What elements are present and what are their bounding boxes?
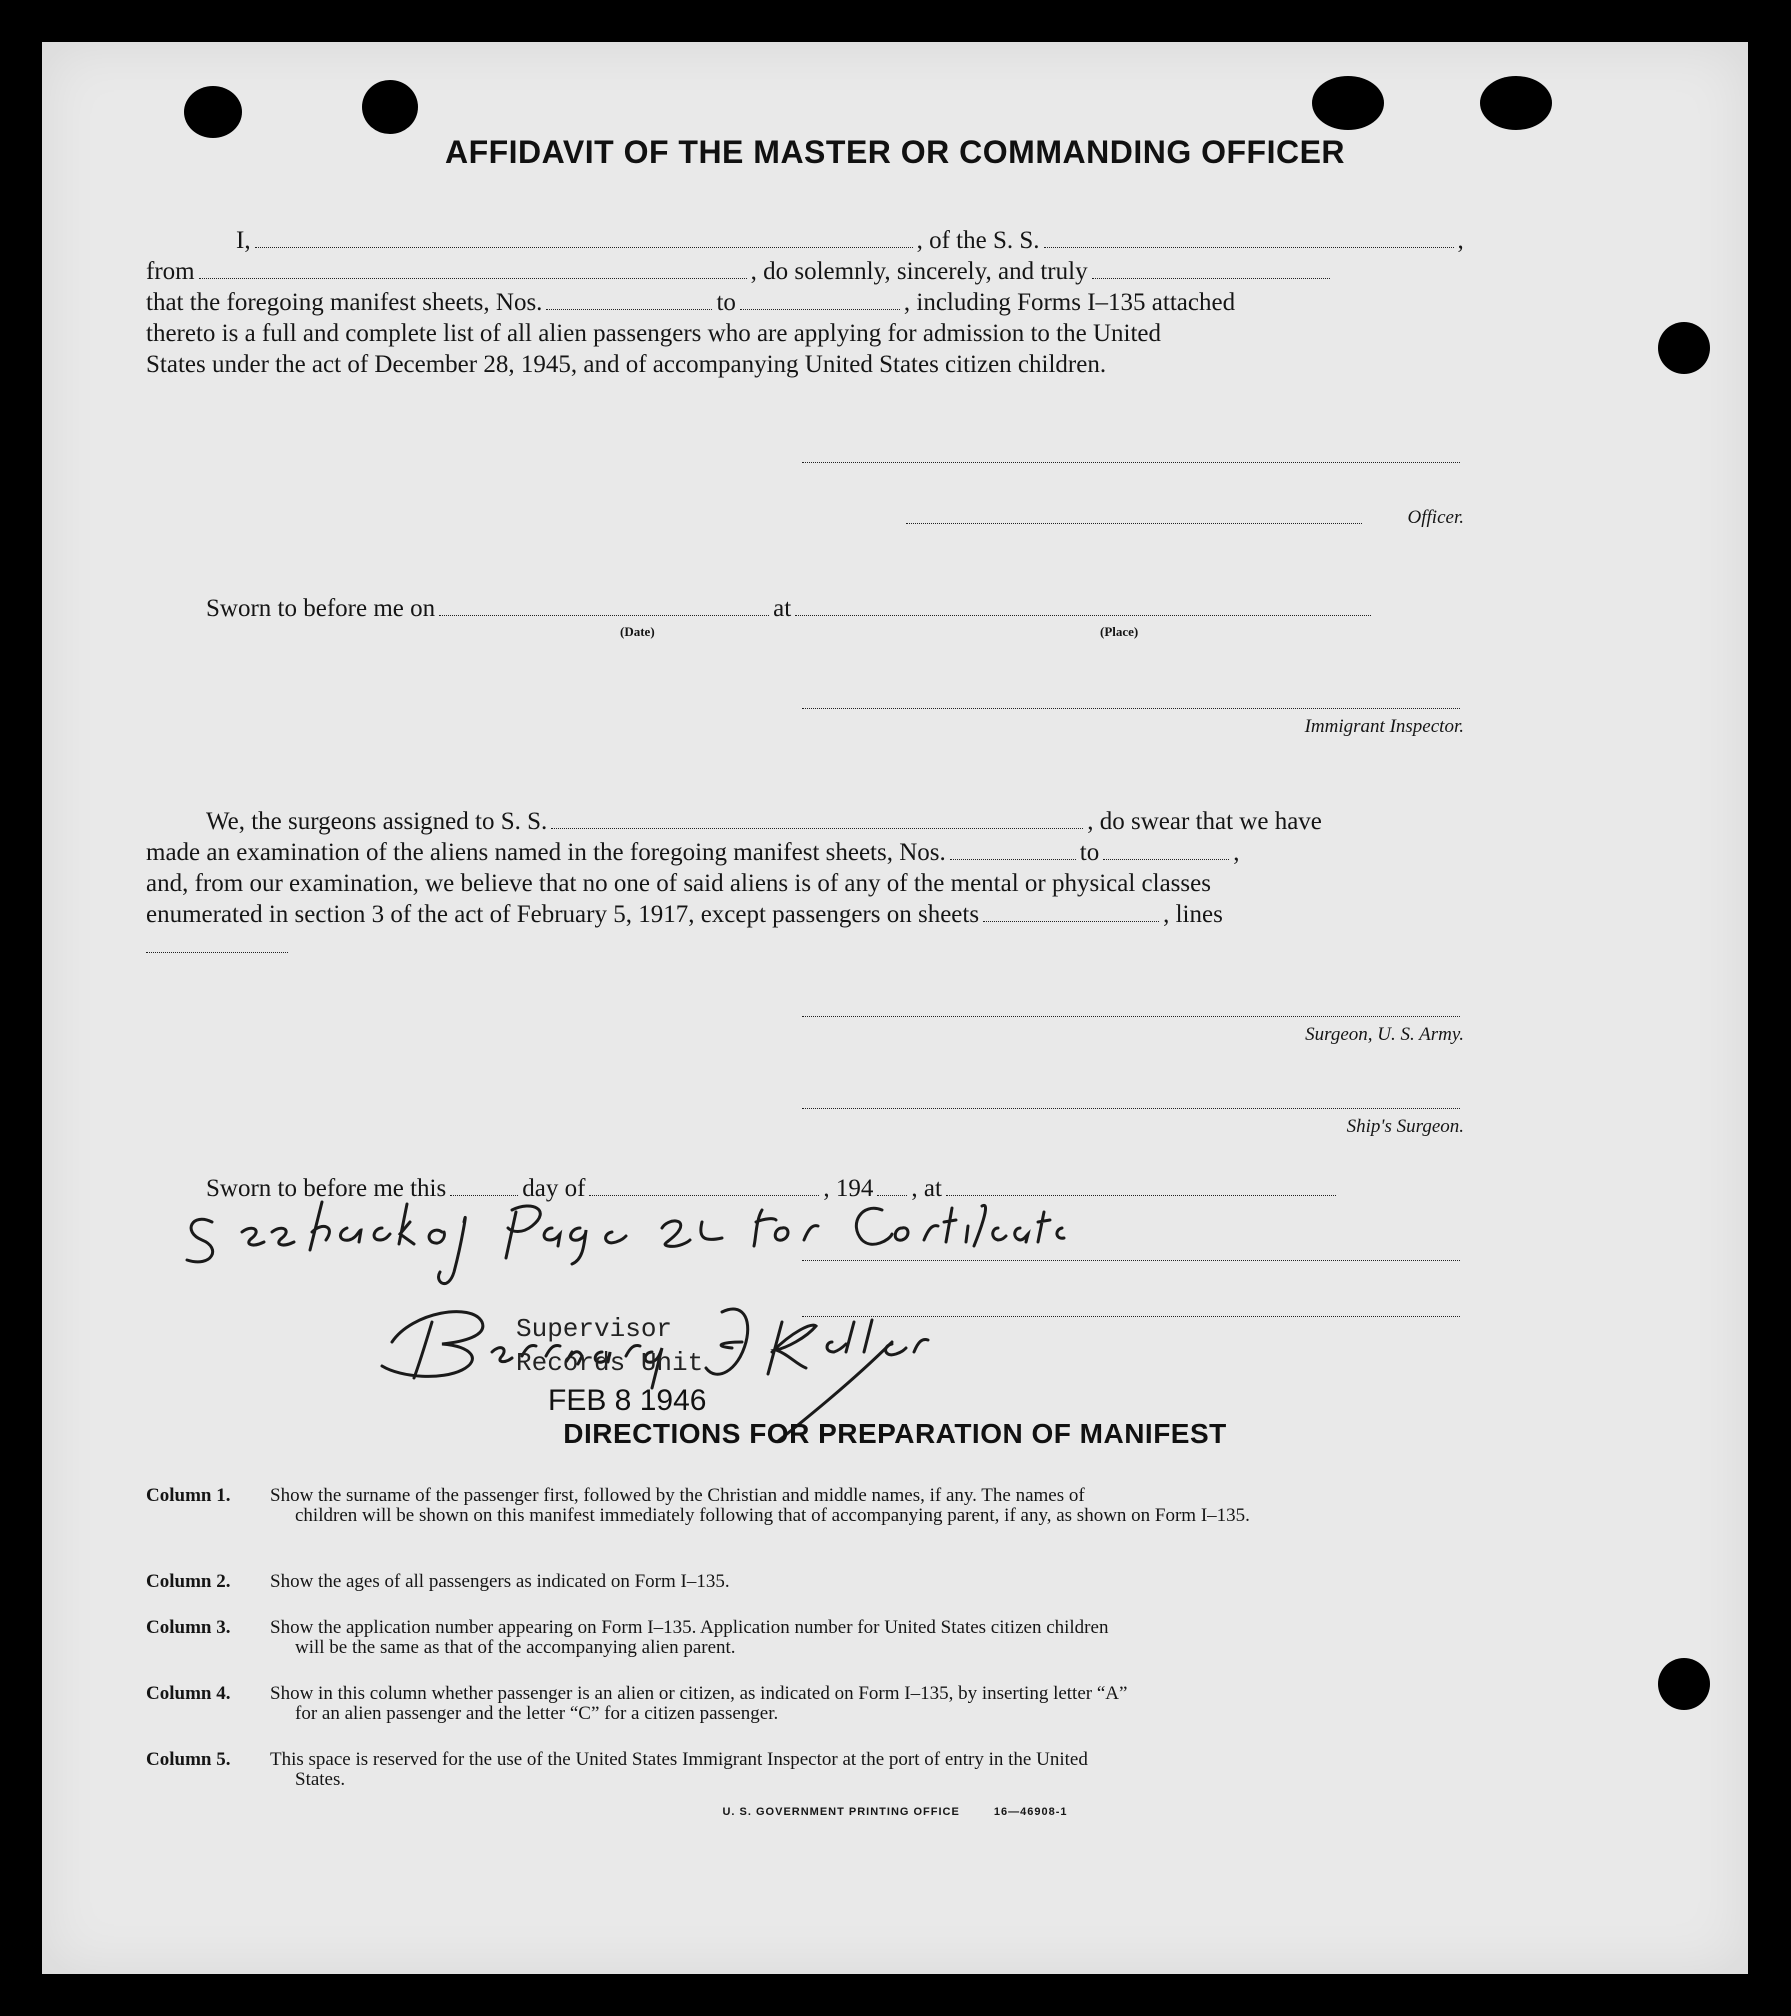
printing-office-footer: U. S. GOVERNMENT PRINTING OFFICE 16—46908-1 (722, 1806, 1068, 1818)
master-name-field[interactable] (255, 227, 913, 248)
exception-sheets-field[interactable] (983, 901, 1159, 922)
affidavit-line-1: I, , of the S. S. , (236, 227, 1464, 254)
surgeon-line-4: enumerated in section 3 of the act of February 5, 1917, except passengers on sheets , lines (146, 901, 1223, 928)
ship-surgeon-signature-line[interactable] (802, 1108, 1460, 1109)
inspector-signature-line[interactable] (802, 708, 1460, 709)
ship-name-field[interactable] (1044, 227, 1454, 248)
surgeon-sworn-line: Sworn to before me this day of , 194 , at (146, 1174, 1460, 1204)
officer-label: Officer. (1407, 507, 1464, 528)
direction-item: Column 1. Show the surname of the passenger first, followed by the Christian and middle names, if any. The names of children will be shown on this manifest immediately following that of accompanying parent, if any, as shown on Form I–135. (146, 1485, 1250, 1526)
surgeon-line-3: and, from our examination, we believe that no one of said aliens is of any of the mental or physical classes (146, 870, 1211, 897)
surgeon-line-1: We, the surgeons assigned to S. S. , do swear that we have (206, 808, 1322, 835)
document-page (42, 42, 1748, 1974)
sworn-place-field[interactable] (795, 595, 1371, 616)
date-stamp: FEB 8 1946 (548, 1384, 707, 1417)
surgeon-sheet-to-field[interactable] (1103, 839, 1229, 860)
army-surgeon-signature-line[interactable] (802, 1016, 1460, 1017)
sheet-from-field[interactable] (546, 289, 712, 310)
ship-surgeon-label: Ship's Surgeon. (1346, 1116, 1464, 1137)
signature-line[interactable] (802, 462, 1460, 463)
direction-item: Column 3. Show the application number appearing on Form I–135. Application number for United States citizen children will be the same as that of the accompanying alien parent. (146, 1617, 1109, 1658)
supervisor-stamp: Supervisor Records Unit (516, 1314, 704, 1378)
direction-item: Column 2. Show the ages of all passengers as indicated on Form I–135. (146, 1571, 730, 1592)
from-port-field[interactable] (199, 258, 747, 279)
place-caption: (Place) (1100, 624, 1139, 639)
sworn-date-field[interactable] (439, 595, 769, 616)
punch-hole (1658, 1658, 1710, 1710)
punch-hole (1480, 76, 1552, 130)
sheet-to-field[interactable] (740, 289, 900, 310)
direction-item: Column 5. This space is reserved for the use of the United States Immigrant Inspector at the port of entry in the United States. (146, 1749, 1088, 1790)
surgeon-sheet-from-field[interactable] (950, 839, 1076, 860)
affidavit-line-2: from , do solemnly, sincerely, and truly (146, 257, 1460, 287)
exception-lines-field[interactable] (146, 952, 288, 953)
affidavit-title: AFFIDAVIT OF THE MASTER OR COMMANDING OFFICER (444, 134, 1346, 170)
direction-item: Column 4. Show in this column whether passenger is an alien or citizen, as indicated on Form I–135, by inserting letter “A” for an alien passenger and the letter “C” for a citizen passenger. (146, 1683, 1128, 1724)
army-surgeon-label: Surgeon, U. S. Army. (1305, 1024, 1464, 1045)
inspector-label: Immigrant Inspector. (1304, 716, 1464, 737)
punch-hole (1312, 76, 1384, 130)
affidavit-line-3: that the foregoing manifest sheets, Nos. to , including Forms I–135 attached (146, 289, 1236, 316)
officer-signature-line[interactable] (906, 523, 1362, 524)
oath-field[interactable] (1092, 258, 1330, 279)
punch-hole (184, 86, 242, 138)
punch-hole (362, 80, 418, 134)
sworn-line-1: Sworn to before me on at (146, 594, 1460, 624)
affidavit-line-5: States under the act of December 28, 1945, and of accompanying United States citizen children. (146, 351, 1107, 378)
date-caption: (Date) (620, 624, 655, 639)
surgeon-line-2: made an examination of the aliens named in the foregoing manifest sheets, Nos. to , (146, 839, 1240, 866)
surgeon-ship-field[interactable] (551, 808, 1083, 829)
directions-title: DIRECTIONS FOR PREPARATION OF MANIFEST (563, 1418, 1227, 1449)
punch-hole (1658, 322, 1710, 374)
affidavit-line-4: thereto is a full and complete list of all alien passengers who are applying for admission to the United (146, 320, 1162, 347)
